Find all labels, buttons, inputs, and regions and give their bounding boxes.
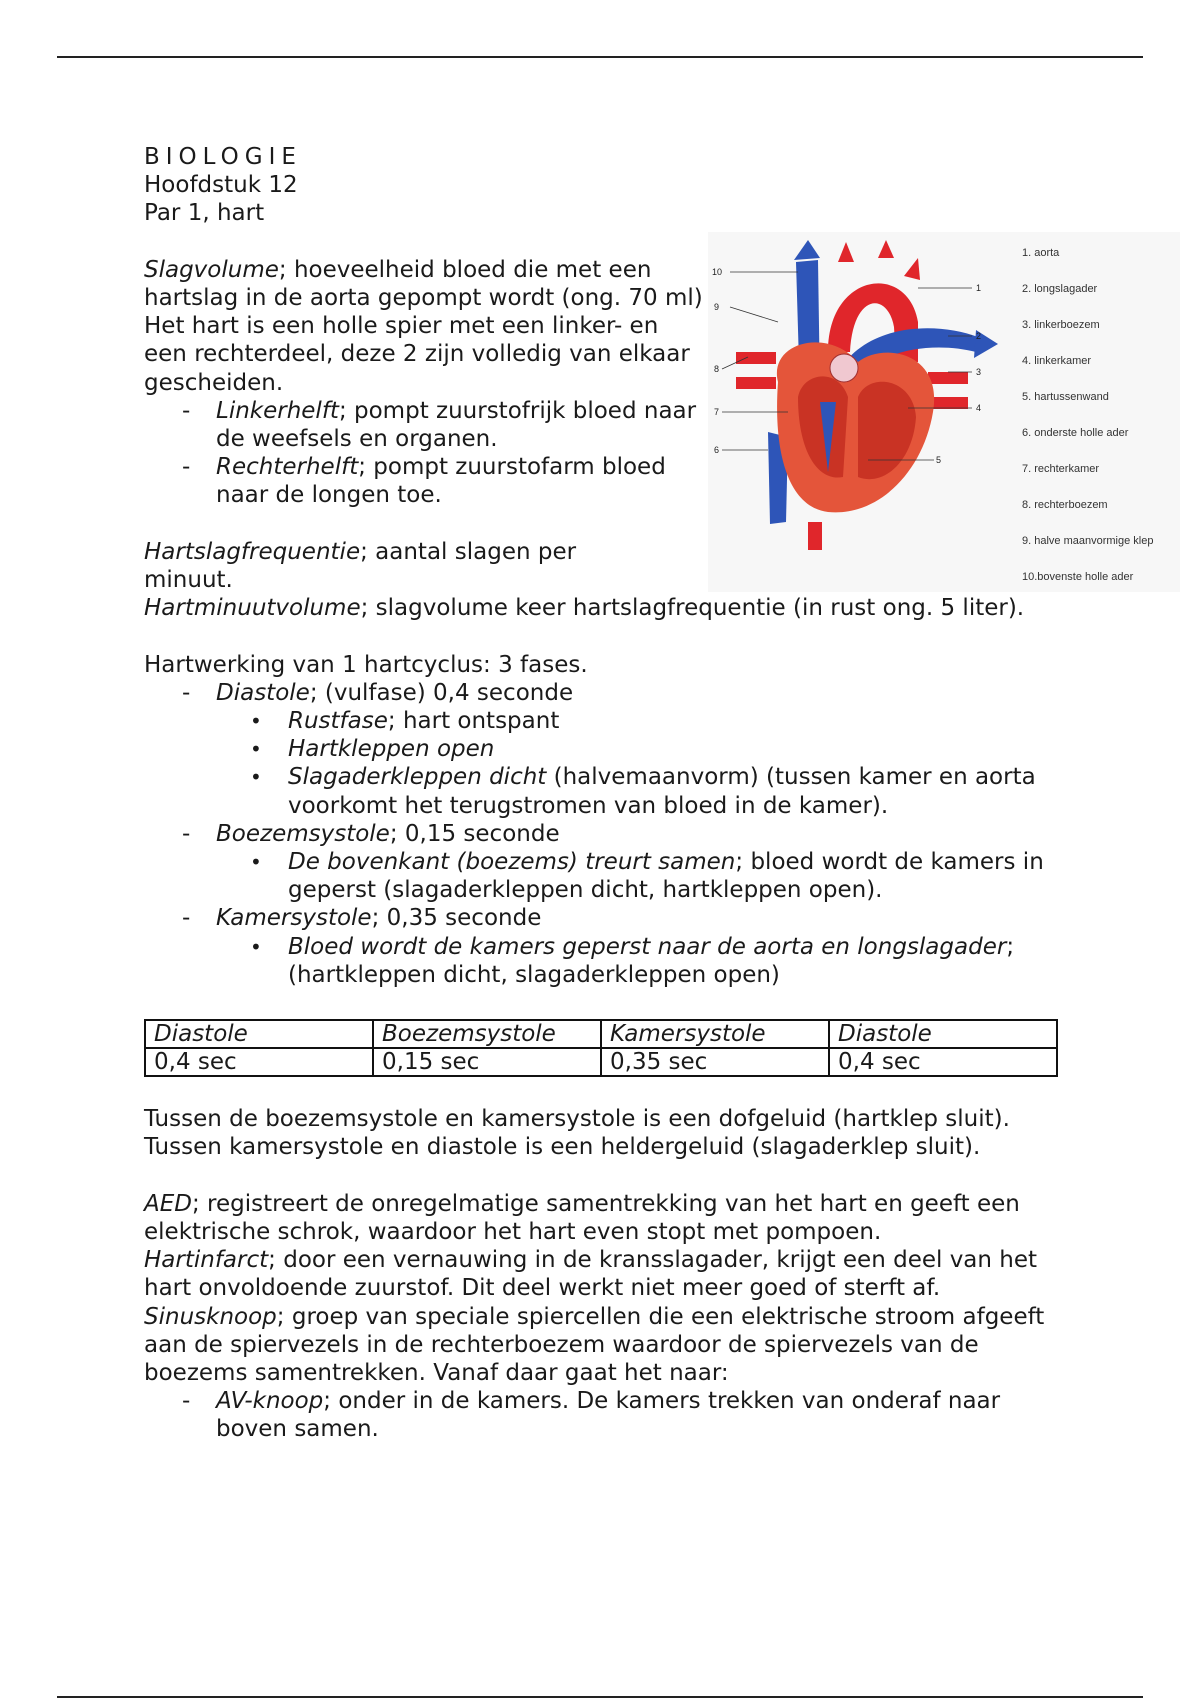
legend-item: 10.bovenste holle ader — [1022, 571, 1134, 583]
intro-block — [144, 256, 704, 594]
table-row — [145, 1048, 1057, 1076]
bullet-boezems: • De bovenkant (boezems) treurt samen; bloed wordt de kamers in geperst (slagaderkleppen dicht, hartkleppen open). — [250, 849, 1044, 904]
minute-volume-paragraph: Hartminuutvolume; slagvolume keer hartslagfrequentie (in rust ong. 5 liter). — [144, 595, 1025, 622]
list-item-linkerhelft: - Linkerhelft; pompt zuurstofrijk bloed naar de weefsels en organen. — [182, 397, 697, 453]
svg-text:4: 4 — [976, 403, 982, 413]
cycle-heading: Hartwerking van 1 hartcyclus: 3 fases. — [144, 651, 588, 678]
legend-item: 7. rechterkamer — [1022, 463, 1100, 475]
table-cell: 0,15 sec — [373, 1048, 601, 1076]
table-cell: 0,4 sec — [145, 1048, 373, 1076]
table-cell: 0,35 sec — [601, 1048, 829, 1076]
hartinfarct-paragraph: Hartinfarct; door een vernauwing in de kransslagader, krijgt een deel van het hart onvoldoende zuurstof. Dit deel werkt niet meer goed of sterft af. — [144, 1247, 1038, 1302]
heart-diagram — [708, 232, 1180, 592]
list-item-rechterhelft: - Rechterhelft; pompt zuurstofarm bloed naar de longen toe. — [182, 454, 666, 509]
aed-paragraph: AED; registreert de onregelmatige samentrekking van het hart en geeft een elektrische schrok, waardoor het hart even stopt met pompoen. — [144, 1190, 1020, 1246]
dofgeluid-paragraph: Tussen de boezemsystole en kamersystole is een dofgeluid (hartklep sluit). — [144, 1106, 1010, 1133]
svg-text:6: 6 — [714, 445, 720, 455]
slagvolume-paragraph: Slagvolume; hoeveelheid bloed die met een hartslag in de aorta gepompt wordt (ong. 70 ml) — [144, 256, 703, 311]
table-header-cell: Boezemsystole — [373, 1020, 601, 1048]
legend-item: 8. rechterboezem — [1022, 499, 1108, 511]
section-title: Par 1, hart — [144, 200, 265, 227]
legend-item: 3. linkerboezem — [1022, 319, 1100, 331]
subject-title: BIOLOGIE — [144, 144, 302, 170]
frequency-paragraph: Hartslagfrequentie; aantal slagen per minuut. — [144, 538, 577, 594]
bullet-kamers: • Bloed wordt de kamers geperst naar de aorta en longslagader; (hartkleppen dicht, slagaderkleppen open) — [250, 933, 1015, 988]
heart-paragraph: Het hart is een holle spier met een linker- en een rechterdeel, deze 2 zijn volledig van elkaar gescheiden. — [144, 313, 690, 396]
table-header-cell: Kamersystole — [601, 1020, 829, 1048]
legend-item: 2. longslagader — [1022, 283, 1098, 295]
svg-text:5: 5 — [936, 455, 942, 465]
list-item-boezemsystole: - Boezemsystole; 0,15 seconde — [182, 820, 560, 847]
legend-item: 5. hartussenwand — [1022, 391, 1109, 403]
svg-text:7: 7 — [714, 407, 720, 417]
svg-text:3: 3 — [976, 367, 982, 377]
chapter-title: Hoofdstuk 12 — [144, 172, 298, 199]
svg-text:9: 9 — [714, 302, 720, 312]
table-header-row — [145, 1020, 1057, 1048]
legend-item: 9. halve maanvormige klep — [1022, 535, 1154, 547]
bullet-slagaderkleppen: • Slagaderkleppen dicht (halvemaanvorm) (tussen kamer en aorta voorkomt het terugstromen van bloed in de kamer). — [250, 764, 1036, 819]
header-rule — [57, 56, 1143, 58]
table-header-cell: Diastole — [145, 1020, 373, 1048]
table-header-cell: Diastole — [829, 1020, 1057, 1048]
heldergeluid-paragraph: Tussen kamersystole en diastole is een heldergeluid (slagaderklep sluit). — [144, 1134, 981, 1161]
sinusknoop-paragraph: Sinusknoop; groep van speciale spiercellen die een elektrische stroom afgeeft aan de spiervezels in de rechterboezem waardoor de spiervezels van de boezems samentrekken. Vanaf daar gaat het naar: — [144, 1303, 1045, 1387]
svg-text:8: 8 — [714, 364, 720, 374]
svg-text:2: 2 — [976, 331, 982, 341]
footer-rule — [57, 1696, 1143, 1698]
list-item-kamersystole: - Kamersystole; 0,35 seconde — [182, 905, 542, 932]
legend-item: 1. aorta — [1022, 247, 1060, 259]
legend-item: 4. linkerkamer — [1022, 355, 1092, 367]
list-item-av-knoop: - AV-knoop; onder in de kamers. De kamers trekken van onderaf naar boven samen. — [182, 1388, 1001, 1443]
semilunar-valve — [830, 354, 858, 382]
bullet-hartkleppen: • Hartkleppen open — [250, 736, 495, 763]
heart-illustration — [708, 232, 1180, 592]
bullet-rustfase: • Rustfase; hart ontspant — [250, 708, 560, 735]
svg-text:10: 10 — [712, 267, 723, 277]
svg-text:1: 1 — [976, 283, 982, 293]
phase-table — [144, 1019, 1058, 1077]
table-cell: 0,4 sec — [829, 1048, 1057, 1076]
list-item-diastole: - Diastole; (vulfase) 0,4 seconde — [182, 679, 574, 706]
legend-item: 6. onderste holle ader — [1022, 427, 1129, 439]
